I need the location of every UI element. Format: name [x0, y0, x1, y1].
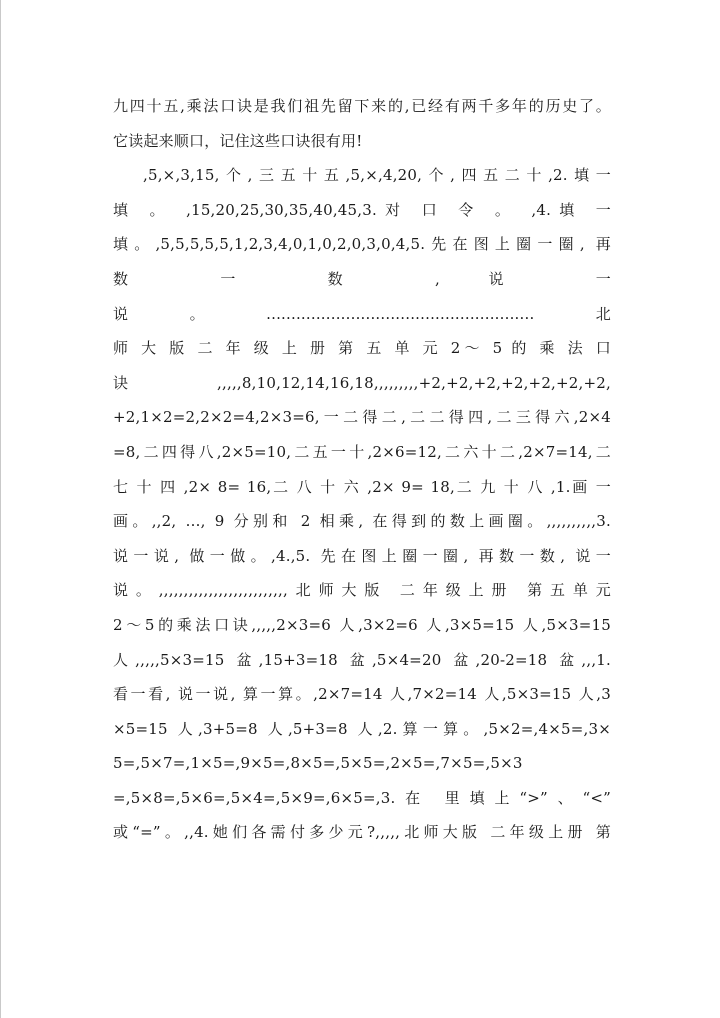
text-line: ×5=15 人,3+5=8 人,5+3=8 人,2.算一算。,5×2=,4×5=,3× — [113, 719, 611, 738]
text-line: =8,二四得八,2×5=10,二五一十,2×6=12,二六十二,2×7=14,二 — [113, 442, 611, 461]
text-line: 人,,,,,5×3=15 盆,15+3=18 盆,5×4=20 盆,20-2=18 盆,,,1. — [113, 650, 611, 669]
text-line: +2,1×2=2,2×2=4,2×3=6,一二得二,二二得四,二三得六,2×4 — [113, 408, 611, 427]
text-line: 或“=”。,,4.她们各需付多少元?,,,,,北师大版 二年级上册 第 — [113, 823, 611, 842]
text-line: 说。......................................................北 — [113, 304, 611, 323]
text-line: 2～5的乘法口诀,,,,,2×3=6 人,3×2=6 人,3×5=15 人,5×3=15 — [113, 615, 611, 634]
text-line: 5=,5×7=,1×5=,9×5=,8×5=,5×5=,2×5=,7×5=,5×3 — [113, 754, 523, 773]
text-line: 画。,,2, …, 9 分别和 2 相乘, 在得到的数上画圈。,,,,,,,,,,3. — [113, 512, 611, 531]
text-line: 看一看, 说一说, 算一算。,2×7=14 人,7×2=14 人,5×3=15 人,3 — [113, 685, 611, 704]
text-line: 九四十五,乘法口诀是我们祖先留下来的,已经有两千多年的历史了。 — [113, 97, 611, 115]
text-line: 说一说, 做一做。,4.,5. 先在图上圈一圈, 再数一数, 说一 — [113, 546, 611, 565]
text-line: 说。,,,,,,,,,,,,,,,,,,,,,,,,,,北师大版 二年级上册 第五单元 — [113, 581, 611, 600]
text-line: 诀,,,,,8,10,12,14,16,18,,,,,,,,,+2,+2,+2,+2,+2,+2,+2, — [113, 373, 611, 392]
text-line: =,5×8=,5×6=,5×4=,5×9=,6×5=,3.在 里填上“>”、“<” — [113, 788, 611, 807]
text-line: 填。,5,5,5,5,5,1,2,3,4,0,1,0,2,0,3,0,4,5.先在图上圈一圈, 再 — [113, 235, 611, 254]
text-line: 数 一 数 , 说 一 — [113, 269, 611, 288]
text-line: 七 十 四 ,2× 8= 16,二 八 十 六 ,2× 9= 18,二 九 十 八 ,1.画 一 — [113, 477, 611, 496]
text-line: 它读起来顺口，记住这些口诀很有用! — [113, 131, 363, 150]
text-line: ,5,×,3,15,个,三五十五,5,×,4,20,个,四五二十,2.填一 — [143, 166, 611, 185]
text-line: 填 。 ,15,20,25,30,35,40,45,3.对 口 令 。 ,4.填 一 — [113, 200, 611, 219]
document-body — [113, 89, 611, 850]
text-line: 师 大 版 二 年 级 上 册 第 五 单 元 2～ 5 的 乘 法 口 — [113, 339, 611, 358]
